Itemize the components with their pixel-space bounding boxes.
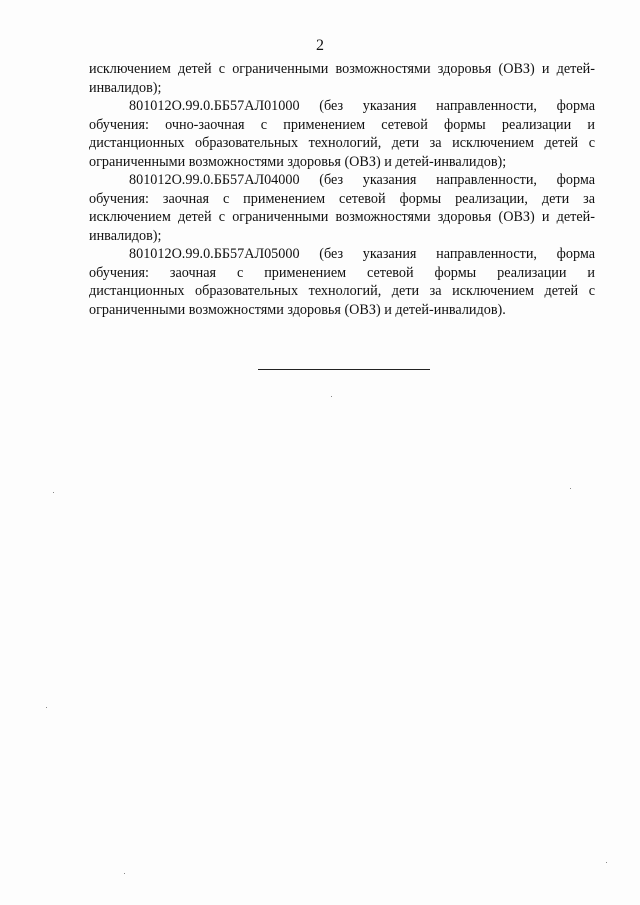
page-number: 2 (316, 37, 324, 54)
text-line: инвалидов); (89, 79, 162, 96)
text-line: ограниченными возможностями здоровья (ОВЗ) и детей-инвалидов); (89, 153, 507, 170)
text-line: дистанционных образовательных технологий, дети за исключением детей с (89, 283, 595, 299)
text-line: исключением детей с ограниченными возможностями здоровья (ОВЗ) и детей- (89, 61, 595, 77)
text-line: 801012О.99.0.ББ57АЛ01000 (без указания направленности, форма (129, 98, 595, 114)
text-line: обучения: заочная с применением сетевой формы реализации и (89, 264, 595, 281)
scan-speck (570, 488, 571, 489)
text-line: исключением детей с ограниченными возможностями здоровья (ОВЗ) и детей- (89, 209, 595, 225)
text-line: дистанционных образовательных технологий, дети за исключением детей с (89, 135, 595, 151)
text-line: 801012О.99.0.ББ57АЛ04000 (без указания направленности, форма (129, 172, 595, 188)
text-line: обучения: очно-заочная с применением сетевой формы реализации и (89, 116, 595, 133)
body-text (89, 60, 595, 319)
scan-speck (124, 873, 125, 874)
text-line: ограниченными возможностями здоровья (ОВЗ) и детей-инвалидов). (89, 301, 506, 318)
text-line: инвалидов); (89, 227, 162, 244)
scan-speck (53, 492, 54, 493)
scan-speck (331, 396, 332, 397)
text-line: 801012О.99.0.ББ57АЛ05000 (без указания направленности, форма (129, 246, 595, 262)
scan-speck (606, 862, 607, 863)
text-line: обучения: заочная с применением сетевой формы реализации, дети за (89, 190, 595, 207)
separator-line (258, 369, 430, 370)
scan-speck (46, 707, 47, 708)
